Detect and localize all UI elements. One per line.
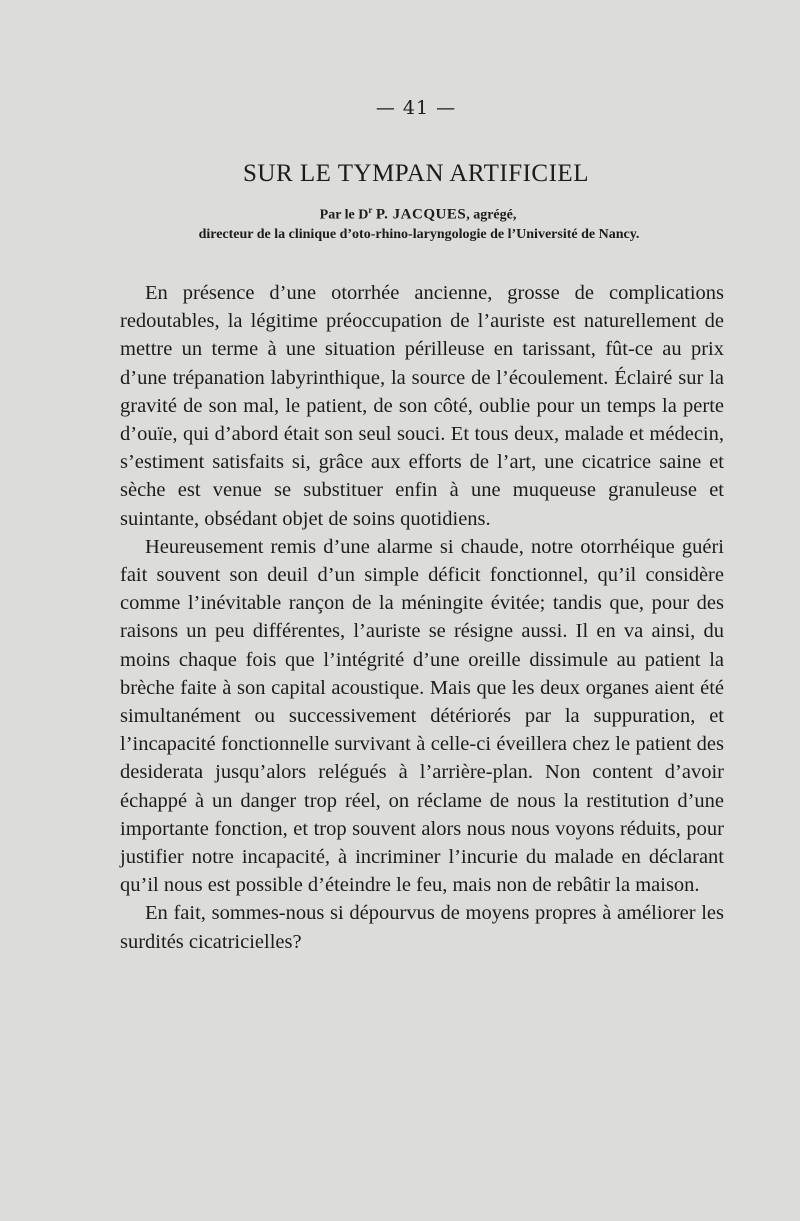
byline-prefix: Par le D	[319, 207, 369, 223]
article-body	[120, 279, 724, 956]
byline-superscript: r	[368, 205, 373, 215]
author-byline	[0, 205, 800, 224]
article-title: SUR LE TYMPAN ARTIFICIEL	[243, 160, 589, 187]
author-name: P. JACQUES	[375, 206, 467, 223]
paragraph-1: En présence d’une otorrhée ancienne, grosse de complications redoutables, la légitime préoccupation de l’auriste est naturellement de mettre un terme à une situation périlleuse en tarissant, fût-ce au prix d’une trépanation labyrinthique, la source de l’écoulement. Éclairé sur la gravité de son mal, le patient, de son côté, oublie pour un temps la perte d’ouïe, qui d’abord était son seul souci. Et tous deux, malade et médecin, s’estiment satisfaits si, grâce aux efforts de l’art, une cicatrice saine et sèche est venue se substituer enfin à une muqueuse granuleuse et suintante, obsédant objet de soins quotidiens.	[120, 282, 724, 530]
paragraph-3: En fait, sommes-nous si dépourvus de moyens propres à améliorer les surdités cicatricielles?	[120, 902, 724, 953]
byline-suffix: , agrégé,	[466, 207, 517, 223]
page-number: — 41 —	[375, 97, 457, 119]
author-affiliation: directeur de la clinique d’oto-rhino-laryngologie de l’Université de Nancy.	[198, 227, 640, 242]
paragraph-2: Heureusement remis d’une alarme si chaude, notre otorrhéique guéri fait souvent son deuil d’un simple déficit fonctionnel, qu’il considère comme l’inévitable rançon de la méningite évitée; tandis que, pour des raisons un peu différentes, l’auriste se résigne aussi. Il en va ainsi, du moins chaque fois que l’intégrité d’une oreille dissimule au patient la brèche faite à son capital acoustique. Mais que les deux organes aient été simultanément ou successivement détériorés par la suppuration, et l’incapacité fonctionnelle survivant à celle-ci éveillera chez le patient des desiderata jusqu’alors relégués à l’arrière-plan. Non content d’avoir échappé à un danger trop réel, on réclame de nous la restitution d’une importante fonction, et trop souvent alors nous nous voyons réduits, pour justifier notre incapacité, à incriminer l’incurie du malade en déclarant qu’il nous est possible d’éteindre le feu, mais non de rebâtir la maison.	[120, 535, 724, 897]
